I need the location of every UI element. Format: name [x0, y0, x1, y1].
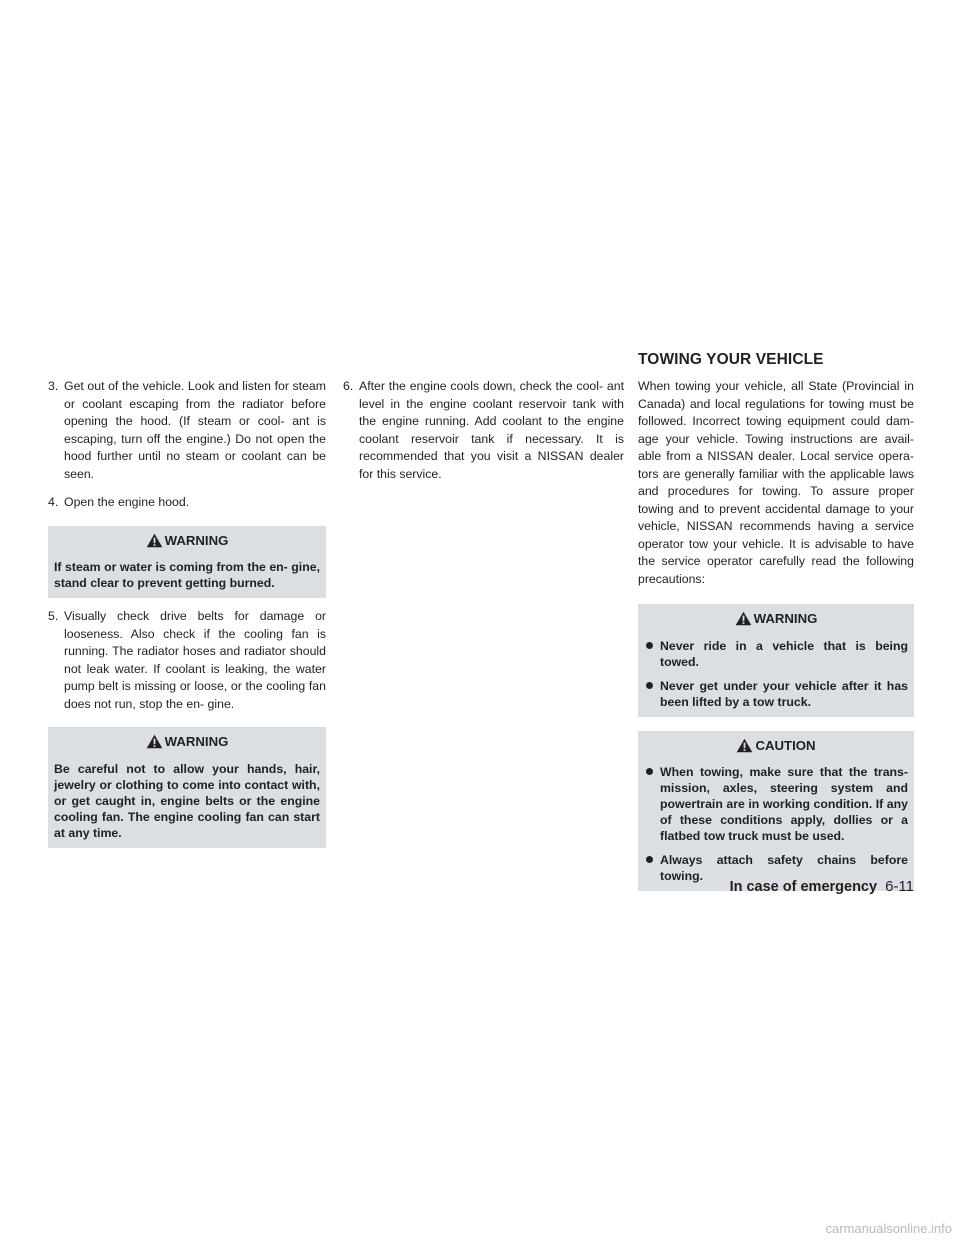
step-number: 3. [48, 379, 59, 393]
warning-box-steam [48, 526, 326, 599]
warning-list [644, 638, 908, 710]
step-6 [343, 378, 624, 483]
bullet-icon [646, 682, 653, 689]
step-number: 5. [48, 609, 59, 623]
list-item [644, 638, 908, 670]
step-number: 4. [48, 495, 59, 509]
step-text: Visually check drive belts for damage or looseness. Also check if the cooling fan is running. The radiator hoses and radiator should not leak water. If coolant is leaking, the water pump belt is missing or loose, or the cooling fan does not run, stop the en- gine. [64, 609, 326, 711]
caution-header [644, 737, 908, 755]
bullet-icon [646, 768, 653, 775]
column-2 [343, 378, 624, 494]
bullet-icon [646, 856, 653, 863]
warning-header [54, 532, 320, 550]
page-footer [730, 878, 914, 895]
list-item [644, 678, 908, 710]
towing-intro: When towing your vehicle, all State (Provincial in Canada) and local regulations for towing must be followed. Incorrect towing equipment could dam- age your vehicle. Towing instructions are avail- able from a NISSAN dealer. Local service opera- tors are generally familiar with the applicable laws and procedures for towing. To assure proper towing and to prevent accidental damage to your vehicle, NISSAN recommends having a service operator tow your vehicle. It is advisable to have the service operator carefully read the following precautions: [638, 379, 914, 586]
warning-text: If steam or water is coming from the en- gine, stand clear to prevent getting burned. [54, 560, 320, 590]
section-title: TOWING YOUR VEHICLE [638, 351, 824, 368]
list-item-text: When towing, make sure that the trans- mission, axles, steering system and powertrain are in working condition. If any of these conditions apply, dollies or a flatbed tow truck must be used. [660, 765, 908, 843]
step-number: 6. [343, 379, 354, 393]
list-item [644, 764, 908, 844]
step-4 [48, 494, 326, 512]
towing-caution-box [638, 731, 914, 892]
list-item-text: Never get under your vehicle after it has been lifted by a tow truck. [660, 678, 908, 709]
warning-text: Be careful not to allow your hands, hair, jewelry or clothing to come into contact with, or get caught in, engine belts or the engine cooling fan. The engine cooling fan can start at any time. [54, 761, 320, 840]
column-1 [48, 378, 326, 858]
step-text: Get out of the vehicle. Look and listen for steam or coolant escaping from the radiator before opening the hood. (If steam or cool- ant is escaping, turn off the engine.) Do not open the hood further until no steam or coolant can be seen. [64, 379, 326, 481]
warning-box-fan [48, 727, 326, 848]
watermark: carmanualsonline.info [825, 1221, 952, 1236]
towing-warning-box [638, 604, 914, 717]
warning-triangle-icon [146, 734, 163, 749]
warning-header [644, 610, 908, 628]
page-number: 6-11 [885, 878, 914, 895]
chapter-title: In case of emergency [729, 879, 878, 895]
warning-triangle-icon [146, 533, 163, 548]
list-item-text: Always attach safety chains before towing. [660, 853, 908, 883]
step-text: Open the engine hood. [64, 495, 190, 509]
column-3 [638, 378, 914, 901]
warning-header [54, 733, 320, 751]
step-text: After the engine cools down, check the cool- ant level in the engine coolant reservoir tank with the engine running. Add coolant to the engine coolant reservoir tank if necessary. It is recommended that you visit a NISSAN dealer for this service. [359, 379, 624, 481]
warning-triangle-icon [736, 738, 753, 753]
warning-triangle-icon [735, 611, 752, 626]
caution-label: CAUTION [755, 737, 816, 753]
list-item-text: Never ride in a vehicle that is being towed. [660, 638, 908, 669]
caution-list [644, 764, 908, 884]
step-5 [48, 608, 326, 713]
warning-label: WARNING [164, 734, 229, 749]
bullet-icon [646, 642, 653, 649]
warning-label: WARNING [753, 611, 818, 626]
warning-label: WARNING [164, 532, 229, 548]
step-3 [48, 378, 326, 483]
